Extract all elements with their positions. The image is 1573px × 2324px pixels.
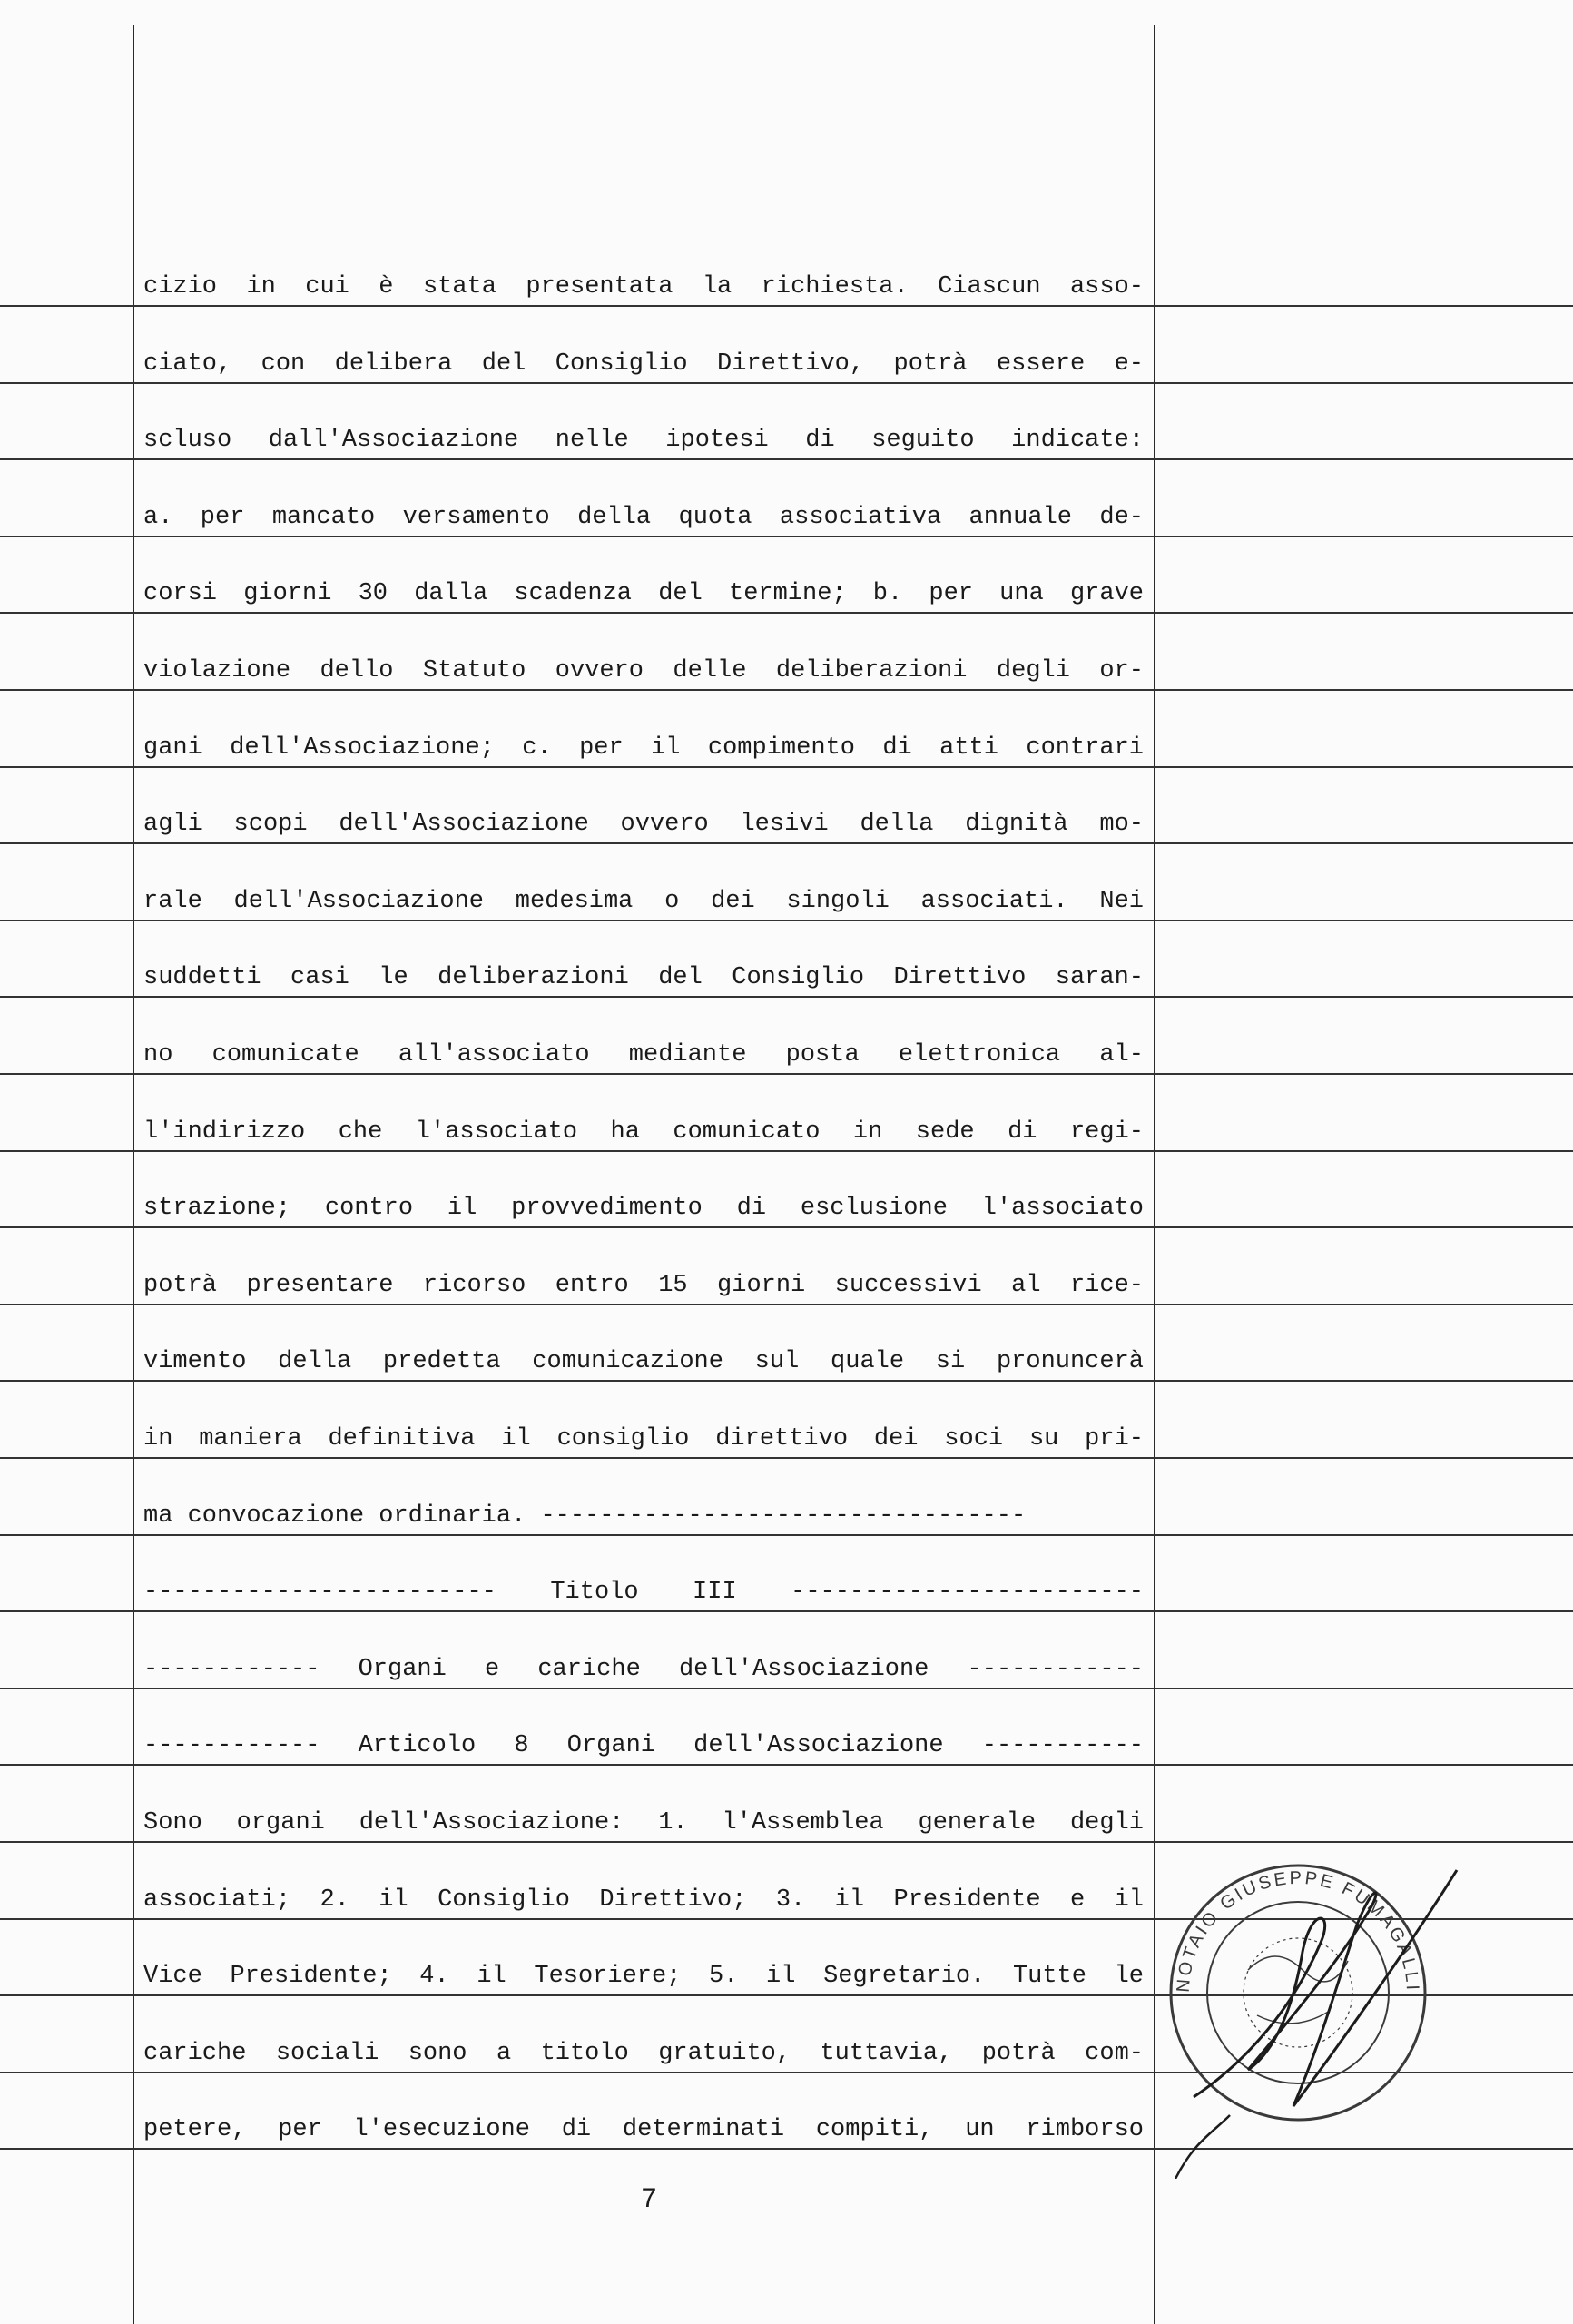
ruled-line <box>0 689 1573 691</box>
svg-text:NOTAIO GIUSEPPE FUMAGALLI: NOTAIO GIUSEPPE FUMAGALLI <box>1173 1867 1423 1994</box>
ruled-line <box>0 1688 1573 1689</box>
ruled-line <box>0 1073 1573 1075</box>
text-line: violazione dello Statuto ovvero delle deliberazioni degli or- <box>143 657 1144 684</box>
text-line: l'indirizzo che l'associato ha comunicato in sede di regi- <box>143 1118 1144 1146</box>
ruled-line <box>0 305 1573 307</box>
ruled-line <box>0 1150 1573 1152</box>
text-line: suddetti casi le deliberazioni del Consiglio Direttivo saran- <box>143 964 1144 992</box>
ruled-line <box>0 382 1573 384</box>
ruled-line <box>0 1226 1573 1228</box>
text-line: potrà presentare ricorso entro 15 giorni successivi al rice- <box>143 1271 1144 1299</box>
text-line: agli scopi dell'Associazione ovvero lesivi della dignità mo- <box>143 811 1144 839</box>
ruled-line <box>0 766 1573 768</box>
text-line: in maniera definitiva il consiglio direttivo dei soci su pri- <box>143 1425 1144 1452</box>
text-line: corsi giorni 30 dalla scadenza del termine; b. per una grave <box>143 580 1144 608</box>
ruled-line <box>0 996 1573 998</box>
text-line: rale dell'Associazione medesima o dei singoli associati. Nei <box>143 887 1144 915</box>
ruled-line <box>0 1380 1573 1382</box>
ruled-line <box>0 1764 1573 1766</box>
text-line: Vice Presidente; 4. il Tesoriere; 5. il Segretario. Tutte le <box>143 1963 1144 1991</box>
text-line: cizio in cui è stata presentata la richiesta. Ciascun asso- <box>143 273 1144 300</box>
ruled-line <box>0 536 1573 537</box>
ruled-line <box>0 920 1573 921</box>
text-line: ------------ Organi e cariche dell'Associazione ------------ <box>143 1655 1144 1683</box>
text-line: scluso dall'Associazione nelle ipotesi di seguito indicate: <box>143 427 1144 455</box>
text-line: ------------ Articolo 8 Organi dell'Associazione ----------- <box>143 1732 1144 1760</box>
ruled-line <box>0 458 1573 460</box>
ruled-line <box>0 612 1573 614</box>
text-line: vimento della predetta comunicazione sul quale si pronuncerà <box>143 1348 1144 1376</box>
ruled-line <box>0 842 1573 844</box>
page-number: 7 <box>641 2183 657 2213</box>
text-line: no comunicate all'associato mediante posta elettronica al- <box>143 1041 1144 1068</box>
text-line: gani dell'Associazione; c. per il compimento di atti contrari <box>143 734 1144 762</box>
text-line: ------------------------ Titolo III ------------------------ <box>143 1579 1144 1607</box>
text-line: cariche sociali sono a titolo gratuito, tuttavia, potrà com- <box>143 2039 1144 2067</box>
text-line: ma convocazione ordinaria. --------------------------------- <box>143 1502 1027 1530</box>
ruled-line <box>0 1610 1573 1612</box>
text-line: a. per mancato versamento della quota associativa annuale de- <box>143 503 1144 531</box>
text-line: associati; 2. il Consiglio Direttivo; 3. il Presidente e il <box>143 1886 1144 1914</box>
notary-seal-and-signature <box>1139 1834 1484 2179</box>
left-margin-line <box>133 25 134 2324</box>
text-line: strazione; contro il provvedimento di esclusione l'associato <box>143 1195 1144 1223</box>
text-line: ciato, con delibera del Consiglio Direttivo, potrà essere e- <box>143 350 1144 378</box>
text-line: petere, per l'esecuzione di determinati compiti, un rimborso <box>143 2116 1144 2144</box>
ruled-line <box>0 1457 1573 1459</box>
ruled-line <box>0 1304 1573 1305</box>
ruled-line <box>0 1534 1573 1536</box>
text-line: Sono organi dell'Associazione: 1. l'Assemblea generale degli <box>143 1809 1144 1837</box>
